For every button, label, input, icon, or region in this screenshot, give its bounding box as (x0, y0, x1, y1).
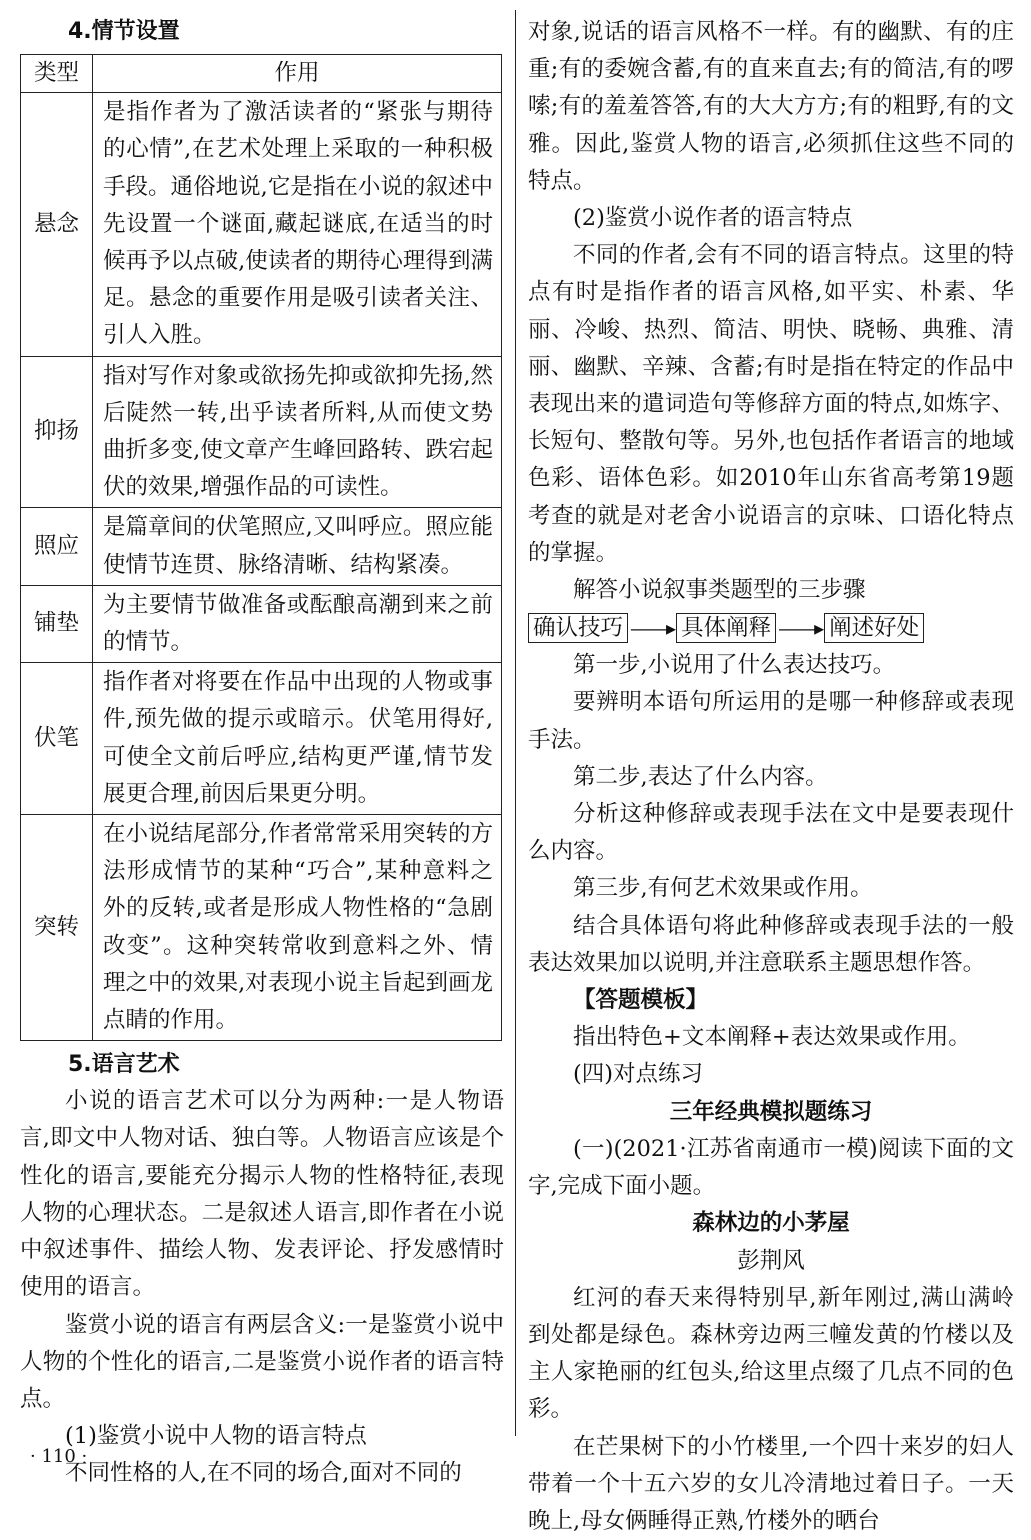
step-2-desc: 分析这种修辞或表现手法在文中是要表现什么内容。 (528, 801, 1014, 865)
story-paragraph: 红河的春天来得特别早,新年刚过,满山满岭到处都是绿色。森林旁边两三幢发黄的竹楼以及主人家艳丽的红包头,给这里点缀了几点不同的色彩。 (528, 1284, 1014, 1423)
table-cell-desc: 指对写作对象或欲扬先抑或欲抑先扬,然后陡然一转,出乎读者所料,从而使文势曲折多变,使文章产生峰回路转、跌宕起伏的效果,增强作品的可读性。 (93, 356, 502, 508)
table-row (21, 356, 502, 508)
paragraph: 不同的作者,会有不同的语言特点。这里的特点有时是指作者的语言风格,如平实、朴素、华丽、冷峻、热烈、简洁、明快、晓畅、典雅、清丽、幽默、辛辣、含蓄;有时是指在特定的作品中表现出来的遣词造句等修辞方面的特点,如炼字、长短句、整散句等。另外,也包括作者语言的地域色彩、语体色彩。如2010年山东省高考第19题考查的就是对老舍小说语言的京味、口语化特点的掌握。 (528, 242, 1014, 566)
table-row (21, 93, 502, 356)
table-row (21, 815, 502, 1041)
template-body: 指出特色+文本阐释+表达效果或作用。 (573, 1024, 971, 1051)
story-title: 森林边的小茅屋 (692, 1210, 850, 1237)
table-row (21, 508, 502, 585)
left-column (20, 14, 504, 1493)
table-header-function: 作用 (93, 55, 502, 93)
table-cell-type: 突转 (21, 815, 93, 1041)
section-4-title: 4.情节设置 (68, 19, 180, 44)
flow-step-box: 阐述好处 (824, 613, 924, 643)
steps-title: 解答小说叙事类题型的三步骤 (573, 577, 866, 604)
paragraph: 对象,说话的语言风格不一样。有的幽默、有的庄重;有的委婉含蓄,有的直来直去;有的简洁,有的啰嗦;有的羞羞答答,有的大大方方;有的粗野,有的文雅。因此,鉴赏人物的语言,必须抓住这些不同的特点。 (528, 19, 1014, 194)
table-header-type: 类型 (21, 55, 93, 93)
table-cell-desc: 在小说结尾部分,作者常常采用突转的方法形成情节的某种“巧合”,某种意料之外的反转,或者是形成人物性格的“急剧改变”。这种突转常收到意料之外、情理之中的效果,对表现小说主旨起到画龙点睛的作用。 (93, 815, 502, 1041)
practice-title: 三年经典模拟题练习 (669, 1098, 873, 1125)
table-cell-desc: 是篇章间的伏笔照应,又叫呼应。照应能使情节连贯、脉络清晰、结构紧凑。 (93, 508, 502, 585)
subheading: (1)鉴赏小说中人物的语言特点 (65, 1423, 367, 1450)
table-row (21, 585, 502, 662)
story-paragraph: 在芒果树下的小竹楼里,一个四十来岁的妇人带着一个十五六岁的女儿冷清地过着日子。一天晚上,母女俩睡得正熟,竹楼外的晒台 (528, 1433, 1014, 1534)
arrow-right-icon: ——▸ (778, 616, 823, 641)
step-1-desc: 要辨明本语句所运用的是哪一种修辞或表现手法。 (528, 689, 1014, 753)
subheading: (2)鉴赏小说作者的语言特点 (573, 205, 853, 232)
exercise-intro: (一)(2021·江苏省南通市一模)阅读下面的文字,完成下面小题。 (528, 1135, 1014, 1200)
table-cell-type: 照应 (21, 508, 93, 585)
step-2: 第二步,表达了什么内容。 (573, 763, 828, 790)
table-cell-type: 抑扬 (21, 356, 93, 508)
flow-step-box: 具体阐释 (676, 613, 776, 643)
paragraph: 小说的语言艺术可以分为两种:一是人物语言,即文中人物对话、独白等。人物语言应该是个性化的语言,要能充分揭示人物的性格特征,表现人物的心理状态。二是叙述人语言,即作者在小说中叙述事件、描绘人物、发表评论、抒发感情时使用的语言。 (20, 1088, 504, 1301)
flow-step-box: 确认技巧 (528, 613, 628, 643)
paragraph: 鉴赏小说的语言有两层含义:一是鉴赏小说中人物的个性化的语言,二是鉴赏小说作者的语言特点。 (20, 1311, 504, 1412)
paragraph: 不同性格的人,在不同的场合,面对不同的 (65, 1460, 462, 1487)
column-divider (515, 10, 516, 1436)
story-author: 彭荆风 (737, 1247, 805, 1274)
table-cell-type: 悬念 (21, 93, 93, 356)
three-step-flow (528, 612, 1014, 644)
template-title: 【答题模板】 (573, 987, 709, 1014)
table-row (21, 663, 502, 815)
section-5-title: 5.语言艺术 (68, 1052, 180, 1078)
arrow-right-icon: ——▸ (630, 616, 675, 641)
right-column (528, 14, 1014, 1540)
table-cell-desc: 为主要情节做准备或酝酿高潮到来之前的情节。 (93, 585, 502, 662)
step-3-desc: 结合具体语句将此种修辞或表现手法的一般表达效果加以说明,并注意联系主题思想作答。 (528, 912, 1014, 976)
step-3: 第三步,有何艺术效果或作用。 (573, 875, 873, 902)
table-cell-type: 铺垫 (21, 585, 93, 662)
table-cell-desc: 是指作者为了激活读者的“紧张与期待的心情”,在艺术处理上采取的一种积极手段。通俗地说,它是指在小说的叙述中先设置一个谜面,藏起谜底,在适当的时候再予以点破,使读者的期待心理得到满足。悬念的重要作用是吸引读者关注、引人入胜。 (93, 93, 502, 356)
table-cell-desc: 指作者对将要在作品中出现的人物或事件,预先做的提示或暗示。伏笔用得好,可使全文前后呼应,结构更严谨,情节发展更合理,前因后果更分明。 (93, 663, 502, 815)
table-header-row (21, 55, 502, 93)
step-1: 第一步,小说用了什么表达技巧。 (573, 652, 896, 679)
plot-setting-table (20, 54, 502, 1041)
table-cell-type: 伏笔 (21, 663, 93, 815)
page-number: · 110 · (30, 1446, 88, 1467)
section-4-label: (四)对点练习 (573, 1061, 704, 1088)
